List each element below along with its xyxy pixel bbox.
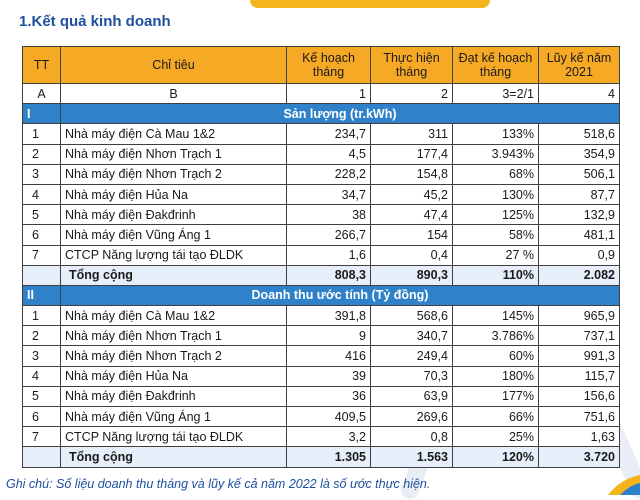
- table-row: [23, 225, 620, 245]
- row-dat-ke-hoach: 133%: [453, 124, 539, 144]
- row-name: CTCP Năng lượng tái tạo ĐLDK: [61, 245, 287, 265]
- row-luy-ke: 737,1: [539, 326, 620, 346]
- row-dat-ke-hoach: 3.786%: [453, 326, 539, 346]
- row-dat-ke-hoach: 125%: [453, 205, 539, 225]
- row-thuc-hien: 154,8: [371, 164, 453, 184]
- section-header-row: [23, 104, 620, 124]
- table-row: [23, 205, 620, 225]
- row-luy-ke: 115,7: [539, 366, 620, 386]
- row-ke-hoach: 409,5: [287, 407, 371, 427]
- row-name: Nhà máy điện Hủa Na: [61, 184, 287, 204]
- row-name: Nhà máy điện Đakđrinh: [61, 205, 287, 225]
- total-luy-ke: 2.082: [539, 265, 620, 285]
- row-index: 1: [23, 124, 61, 144]
- row-luy-ke: 132,9: [539, 205, 620, 225]
- header-dat-ke-hoach: Đạt kế hoạch tháng: [453, 47, 539, 84]
- row-dat-ke-hoach: 58%: [453, 225, 539, 245]
- row-index: 7: [23, 427, 61, 447]
- table-row: [23, 346, 620, 366]
- row-thuc-hien: 568,6: [371, 306, 453, 326]
- table-row: [23, 306, 620, 326]
- header-chi-tieu: Chỉ tiêu: [61, 47, 287, 84]
- row-index: 6: [23, 225, 61, 245]
- row-index: 5: [23, 205, 61, 225]
- row-dat-ke-hoach: 60%: [453, 346, 539, 366]
- table-row: [23, 245, 620, 265]
- top-accent-bar: [250, 0, 490, 8]
- table-row: [23, 144, 620, 164]
- row-name: Nhà máy điện Nhơn Trạch 1: [61, 144, 287, 164]
- column-index-cell: 2: [371, 84, 453, 104]
- row-luy-ke: 751,6: [539, 407, 620, 427]
- header-ke-hoach: Kế hoạch tháng: [287, 47, 371, 84]
- row-luy-ke: 354,9: [539, 144, 620, 164]
- section-header-row: [23, 285, 620, 305]
- row-thuc-hien: 177,4: [371, 144, 453, 164]
- total-luy-ke: 3.720: [539, 447, 620, 467]
- column-index-cell: 4: [539, 84, 620, 104]
- row-name: Nhà máy điện Hủa Na: [61, 366, 287, 386]
- row-ke-hoach: 34,7: [287, 184, 371, 204]
- row-name: Nhà máy điện Đakđrinh: [61, 386, 287, 406]
- row-dat-ke-hoach: 66%: [453, 407, 539, 427]
- row-name: Nhà máy điện Nhơn Trạch 2: [61, 164, 287, 184]
- row-index: 4: [23, 184, 61, 204]
- row-thuc-hien: 269,6: [371, 407, 453, 427]
- header-luy-ke: Lũy kế năm 2021: [539, 47, 620, 84]
- table-row: [23, 366, 620, 386]
- table-row: [23, 184, 620, 204]
- row-thuc-hien: 47,4: [371, 205, 453, 225]
- total-ke-hoach: 808,3: [287, 265, 371, 285]
- row-dat-ke-hoach: 130%: [453, 184, 539, 204]
- column-index-cell: A: [23, 84, 61, 104]
- table-row: [23, 326, 620, 346]
- row-thuc-hien: 0,4: [371, 245, 453, 265]
- total-index-empty: [23, 265, 61, 285]
- row-luy-ke: 481,1: [539, 225, 620, 245]
- row-dat-ke-hoach: 180%: [453, 366, 539, 386]
- row-thuc-hien: 70,3: [371, 366, 453, 386]
- row-thuc-hien: 311: [371, 124, 453, 144]
- row-ke-hoach: 3,2: [287, 427, 371, 447]
- row-dat-ke-hoach: 177%: [453, 386, 539, 406]
- row-ke-hoach: 36: [287, 386, 371, 406]
- table-header-row: [23, 47, 620, 84]
- total-index-empty: [23, 447, 61, 467]
- total-thuc-hien: 1.563: [371, 447, 453, 467]
- row-index: 2: [23, 326, 61, 346]
- row-ke-hoach: 266,7: [287, 225, 371, 245]
- row-luy-ke: 87,7: [539, 184, 620, 204]
- column-index-cell: 1: [287, 84, 371, 104]
- total-dat-ke-hoach: 120%: [453, 447, 539, 467]
- footnote: Ghi chú: Số liệu doanh thu tháng và lũy kế cả năm 2022 là số ước thực hiện.: [6, 477, 431, 491]
- row-ke-hoach: 234,7: [287, 124, 371, 144]
- total-thuc-hien: 890,3: [371, 265, 453, 285]
- row-ke-hoach: 4,5: [287, 144, 371, 164]
- table-row: [23, 386, 620, 406]
- row-thuc-hien: 340,7: [371, 326, 453, 346]
- row-ke-hoach: 39: [287, 366, 371, 386]
- row-name: Nhà máy điện Cà Mau 1&2: [61, 124, 287, 144]
- table-row: [23, 164, 620, 184]
- row-index: 6: [23, 407, 61, 427]
- row-index: 2: [23, 144, 61, 164]
- row-luy-ke: 991,3: [539, 346, 620, 366]
- row-dat-ke-hoach: 3.943%: [453, 144, 539, 164]
- row-name: Nhà máy điện Nhơn Trạch 1: [61, 326, 287, 346]
- total-row: [23, 265, 620, 285]
- row-ke-hoach: 391,8: [287, 306, 371, 326]
- row-dat-ke-hoach: 25%: [453, 427, 539, 447]
- section-title-cell: Sản lượng (tr.kWh): [61, 104, 620, 124]
- row-luy-ke: 0,9: [539, 245, 620, 265]
- total-row: [23, 447, 620, 467]
- row-ke-hoach: 9: [287, 326, 371, 346]
- row-thuc-hien: 0,8: [371, 427, 453, 447]
- row-thuc-hien: 45,2: [371, 184, 453, 204]
- row-dat-ke-hoach: 27 %: [453, 245, 539, 265]
- row-thuc-hien: 249,4: [371, 346, 453, 366]
- row-index: 3: [23, 346, 61, 366]
- row-index: 4: [23, 366, 61, 386]
- row-name: Nhà máy điện Cà Mau 1&2: [61, 306, 287, 326]
- corner-decoration: [600, 473, 640, 495]
- row-index: 1: [23, 306, 61, 326]
- header-thuc-hien: Thực hiện tháng: [371, 47, 453, 84]
- row-name: CTCP Năng lượng tái tạo ĐLDK: [61, 427, 287, 447]
- row-index: 3: [23, 164, 61, 184]
- total-ke-hoach: 1.305: [287, 447, 371, 467]
- table-row: [23, 427, 620, 447]
- section-roman: II: [23, 285, 61, 305]
- column-index-row: [23, 84, 620, 104]
- total-label: Tổng cộng: [61, 447, 287, 467]
- section-title-cell: Doanh thu ước tính (Tỷ đồng): [61, 285, 620, 305]
- row-dat-ke-hoach: 68%: [453, 164, 539, 184]
- row-luy-ke: 506,1: [539, 164, 620, 184]
- table-row: [23, 407, 620, 427]
- business-results-table: [22, 46, 620, 468]
- table-row: [23, 124, 620, 144]
- row-name: Nhà máy điện Vũng Áng 1: [61, 407, 287, 427]
- row-luy-ke: 156,6: [539, 386, 620, 406]
- row-luy-ke: 518,6: [539, 124, 620, 144]
- row-ke-hoach: 38: [287, 205, 371, 225]
- total-label: Tổng cộng: [61, 265, 287, 285]
- row-index: 5: [23, 386, 61, 406]
- column-index-cell: 3=2/1: [453, 84, 539, 104]
- row-luy-ke: 965,9: [539, 306, 620, 326]
- row-luy-ke: 1,63: [539, 427, 620, 447]
- header-tt: TT: [23, 47, 61, 84]
- row-thuc-hien: 154: [371, 225, 453, 245]
- row-ke-hoach: 228,2: [287, 164, 371, 184]
- row-dat-ke-hoach: 145%: [453, 306, 539, 326]
- row-index: 7: [23, 245, 61, 265]
- total-dat-ke-hoach: 110%: [453, 265, 539, 285]
- section-roman: I: [23, 104, 61, 124]
- row-name: Nhà máy điện Nhơn Trạch 2: [61, 346, 287, 366]
- section-title: 1.Kết quả kinh doanh: [19, 13, 171, 30]
- row-thuc-hien: 63,9: [371, 386, 453, 406]
- column-index-cell: B: [61, 84, 287, 104]
- row-ke-hoach: 1,6: [287, 245, 371, 265]
- row-ke-hoach: 416: [287, 346, 371, 366]
- row-name: Nhà máy điện Vũng Áng 1: [61, 225, 287, 245]
